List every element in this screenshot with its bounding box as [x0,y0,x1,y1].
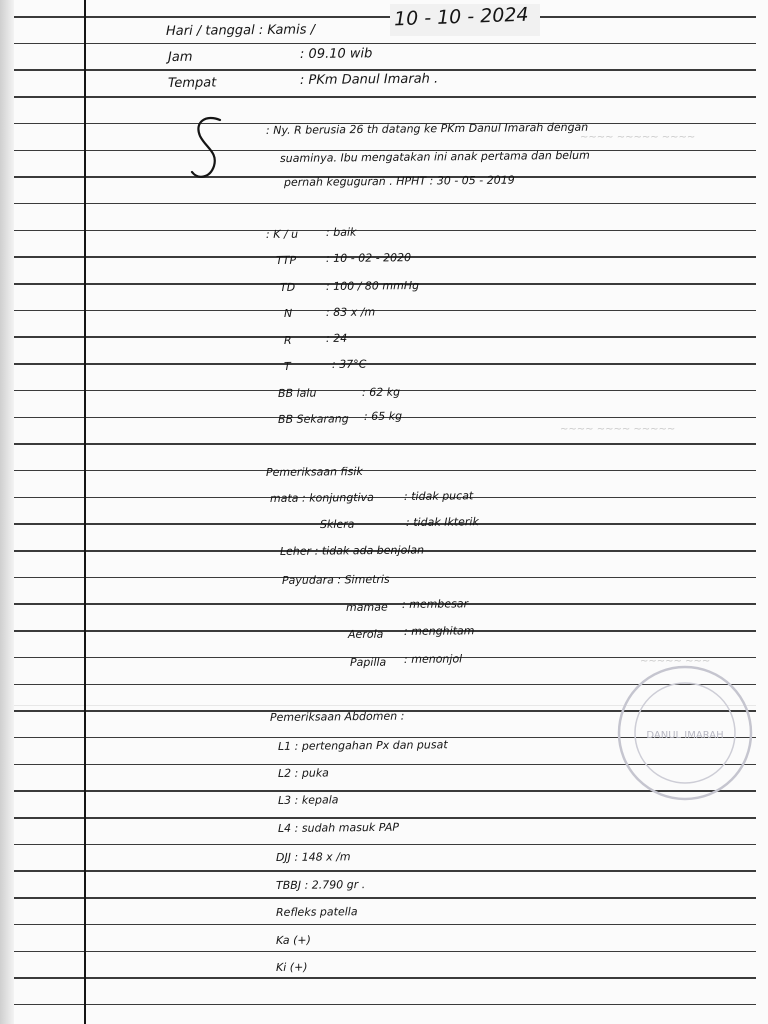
ruled-line [14,497,756,499]
areola-value: : menghitam [403,624,475,638]
mammae-value: : membesar [401,597,469,611]
leopold-4: L4 : sudah masuk PAP [277,820,400,835]
ruled-line [14,630,756,632]
time-label: Jam [167,49,193,65]
reflex-left: Ki (+) [275,960,308,974]
ruled-line [14,523,756,525]
vital-label: TD [279,280,296,294]
ruled-line [14,924,756,926]
papilla-value: : menonjol [403,652,463,666]
ruled-line [14,844,756,846]
vital-value: : 62 kg [361,385,401,399]
vital-label: : K / u [265,227,299,241]
ruled-line [14,1004,756,1006]
ruled-line [14,96,756,98]
ruled-line [14,43,756,45]
vital-label: T [283,359,291,373]
ruled-line [14,977,756,979]
place-label: Tempat [167,75,217,91]
day-date-label: Hari / tanggal : Kamis / [165,22,316,39]
margin-line [84,0,86,1024]
ruled-line [14,363,756,365]
vital-value: : 65 kg [363,409,403,423]
vital-label: BB lalu [277,386,317,400]
vital-value: : 10 - 02 - 2020 [325,251,412,265]
show-through-text: ~~~~ ~~~~ ~~~~~ [560,424,676,435]
reflex-right: Ka (+) [275,933,311,947]
papilla-label: Papilla [349,655,387,669]
leopold-1: L1 : pertengahan Px dan pusat [277,738,448,753]
estimated-fetal-weight: TBBJ : 2.790 gr . [275,878,366,892]
eye-label: mata : konjungtiva [269,490,374,505]
sclera-label: Sklera [319,517,355,531]
subjective-s-mark [188,112,228,184]
leopold-2: L2 : puka [277,766,329,780]
ruled-line [14,817,756,819]
physical-exam-title: Pemeriksaan fisik [265,464,363,479]
ruled-line [14,870,756,872]
subjective-line-2: suaminya. Ibu mengatakan ini anak pertama dan belum [279,148,590,165]
breast-finding: Payudara : Simetris [281,572,390,587]
time-value: : 09.10 wib [299,46,373,62]
vital-label: N [283,306,293,320]
ruled-line [14,443,756,445]
ruled-line [14,897,756,899]
neck-finding: Leher : tidak ada benjolan [279,543,425,558]
vital-value: : 83 x /m [325,305,376,319]
ruled-line [14,470,756,472]
vital-value: : 37°C [331,357,367,371]
areola-label: Aerola [347,627,384,641]
page-left-edge [0,0,14,1024]
patellar-reflex-label: Refleks patella [275,905,358,919]
ruled-line [14,230,756,232]
vital-label: BB Sekarang [277,412,349,426]
stamp-text: DANUL IMARAH [646,730,724,741]
vital-value: : 100 / 80 mmHg [325,279,420,293]
vital-label: R [283,333,292,347]
vital-value: : 24 [325,331,348,345]
ruled-line [14,951,756,953]
show-through-text: ~~~~~ ~~~ [640,656,711,667]
abdomen-exam-title: Pemeriksaan Abdomen : [269,709,405,724]
date-value: 10 - 10 - 2024 [393,3,529,31]
mammae-label: mamae [345,600,388,614]
eye-value: : tidak pucat [403,489,474,503]
ruled-line [14,69,756,71]
subjective-line-3: pernah keguguran . HPHT : 30 - 05 - 2019 [283,173,515,189]
leopold-3: L3 : kepala [277,793,339,807]
ruled-line [14,310,756,312]
place-value: : PKm Danul Imarah . [299,71,439,88]
vital-label: TTP [275,253,297,267]
ruled-line [14,16,756,18]
show-through-text: ~~~~ ~~~~~ ~~~~ [580,132,696,143]
faded-stamp [612,660,758,806]
sclera-value: : tidak Ikterik [405,515,479,529]
subjective-line-1: : Ny. R berusia 26 th datang ke PKm Danul Imarah dengan [265,120,589,137]
fetal-heart-rate: DJJ : 148 x /m [275,850,351,864]
ruled-line [14,336,756,338]
ruled-line [14,203,756,205]
vital-value: : baik [325,225,357,239]
